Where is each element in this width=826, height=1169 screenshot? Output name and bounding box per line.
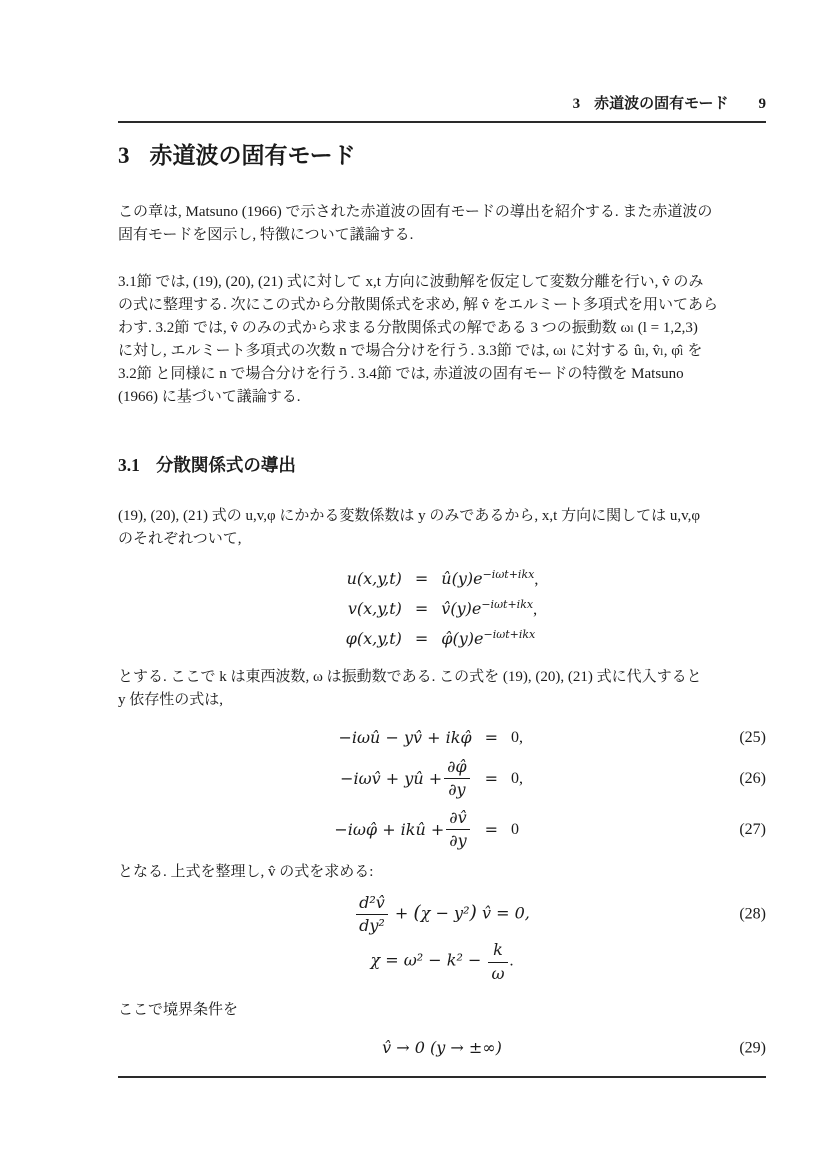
fraction-denominator: ∂y bbox=[448, 780, 466, 800]
equation-25-lhs: −iωû − yv̂ + ikφ̂ bbox=[338, 728, 472, 747]
section-heading bbox=[118, 140, 766, 171]
lhs-terms: −iωφ̂ + ikû + bbox=[334, 820, 445, 840]
running-head-title: 赤道波の固有モード bbox=[594, 95, 729, 112]
fraction-denominator: ω bbox=[491, 963, 505, 983]
period: . bbox=[509, 952, 514, 970]
equals-sign: = bbox=[484, 728, 499, 747]
rhs-base: û(y)e bbox=[441, 569, 483, 588]
text-line: y 依存性の式は, bbox=[118, 692, 224, 708]
text-line: 3.2節 と同様に n で場合分けを行う. 3.4節 では, 赤道波の固有モードの特徴を Matsuno bbox=[118, 366, 684, 382]
text-line: (1966) に基づいて議論する. bbox=[118, 389, 301, 405]
equation-number-28: (28) bbox=[739, 905, 766, 923]
boundary-paragraph bbox=[118, 999, 766, 1022]
lhs-terms: −iωv̂ + yû + bbox=[340, 769, 443, 789]
equation-28-body bbox=[354, 894, 530, 936]
text-line: 固有モードを図示し, 特徴について議論する. bbox=[118, 227, 414, 243]
equation-27-lhs bbox=[334, 809, 471, 851]
rhs-exponent: −iωt+ikx bbox=[481, 597, 534, 611]
fraction bbox=[446, 809, 469, 851]
fraction-numerator: d²v̂ bbox=[356, 894, 388, 915]
paren-close: ) bbox=[469, 901, 477, 924]
equation-lhs: φ(x,y,t) bbox=[345, 629, 402, 648]
equation-number-27: (27) bbox=[739, 821, 766, 839]
equation-number-29: (29) bbox=[739, 1039, 766, 1057]
fraction-denominator: dy² bbox=[359, 915, 385, 935]
rhs-base: φ̂(y)e bbox=[441, 629, 484, 648]
running-head bbox=[118, 94, 766, 114]
equation-system-25-27 bbox=[118, 726, 766, 851]
equals-sign: = bbox=[484, 820, 499, 840]
equals-sign: = bbox=[414, 569, 429, 588]
fraction-numerator: ∂φ̂ bbox=[444, 758, 469, 779]
subsection-number: 3.1 bbox=[118, 455, 140, 475]
equation-28 bbox=[118, 894, 766, 936]
setup-paragraph bbox=[118, 505, 766, 551]
equals-sign: = bbox=[484, 769, 499, 789]
text-line: 3.1節 では, (19), (20), (21) 式に対して x,t 方向に波動解を仮定して変数分離を行い, v̂ のみ bbox=[118, 274, 704, 290]
fraction bbox=[488, 941, 507, 983]
section-number: 3 bbox=[118, 143, 130, 168]
rhs-tail: , bbox=[533, 601, 538, 618]
text-line: のそれぞれついて, bbox=[118, 531, 242, 547]
equation-rhs bbox=[441, 627, 538, 652]
text-line: の式に整理する. 次にこの式から分散関係式を求め, 解 v̂ をエルミート多項式を用いてあら bbox=[118, 297, 719, 313]
text-line: に対し, エルミート多項式の次数 n で場合分けを行う. 3.3節 では, ωₗ に対する ûₗ, v̂ₗ, φ̂ₗ を bbox=[118, 343, 703, 359]
footer-rule bbox=[118, 1076, 766, 1078]
running-head-section-number: 3 bbox=[572, 96, 581, 112]
substitution-paragraph bbox=[118, 666, 766, 712]
equation-wave-solutions bbox=[118, 567, 766, 652]
text-line: となる. 上式を整理し, v̂ の式を求める: bbox=[118, 863, 374, 880]
text-line: とする. ここで k は東西波数, ω は振動数である. この式を (19), (20), (21) 式に代入すると bbox=[118, 669, 702, 685]
fraction-numerator: ∂v̂ bbox=[446, 809, 469, 830]
chi-definition-body bbox=[370, 941, 513, 983]
page-number: 9 bbox=[758, 96, 766, 112]
equation-26-rhs: 0, bbox=[511, 770, 524, 788]
equation-26-lhs bbox=[334, 758, 471, 800]
equation-29-body: v̂ → 0 (y → ±∞) bbox=[382, 1038, 502, 1058]
rhs-base: v̂(y)e bbox=[441, 599, 482, 618]
fraction-numerator: k bbox=[488, 941, 507, 962]
equation-rhs bbox=[441, 597, 538, 622]
chi-definition bbox=[118, 941, 766, 983]
rhs-exponent: −iωt+ikx bbox=[483, 627, 536, 641]
section-title-text: 赤道波の固有モード bbox=[149, 142, 356, 168]
equation-tail: v̂ = 0, bbox=[476, 903, 530, 923]
text-line: (19), (20), (21) 式の u,v,φ にかかる変数係数は y のみであるから, x,t 方向に関しては u,v,φ bbox=[118, 508, 701, 524]
equation-grid bbox=[346, 567, 539, 652]
equals-sign: = bbox=[414, 629, 429, 648]
text-line: この章は, Matsuno (1966) で示された赤道波の固有モードの導出を紹介する. また赤道波の bbox=[118, 204, 713, 220]
plus-sign: + bbox=[389, 903, 414, 923]
equation-number-26: (26) bbox=[739, 770, 766, 788]
subsection-heading bbox=[118, 453, 766, 477]
equals-sign: = bbox=[414, 599, 429, 618]
text-line: ここで境界条件を bbox=[118, 1002, 239, 1019]
fraction bbox=[444, 758, 469, 800]
equation-29 bbox=[118, 1036, 766, 1059]
rhs-tail: , bbox=[534, 571, 539, 588]
rhs-exponent: −iωt+ikx bbox=[482, 567, 535, 581]
header-rule bbox=[118, 121, 766, 123]
equation-27-rhs: 0 bbox=[511, 821, 520, 839]
paren-body: χ − y² bbox=[420, 903, 470, 923]
paren-open: ( bbox=[413, 901, 421, 924]
fraction-denominator: ∂y bbox=[449, 831, 467, 851]
text-line: わす. 3.2節 では, v̂ のみの式から求まる分散関係式の解である 3 つの振動数 ωₗ (l = 1,2,3) bbox=[118, 320, 698, 336]
overview-paragraph bbox=[118, 271, 766, 409]
chi-terms: χ = ω² − k² − bbox=[370, 950, 487, 970]
vequation-paragraph bbox=[118, 861, 766, 884]
equation-lhs: v(x,y,t) bbox=[347, 599, 402, 618]
subsection-title-text: 分散関係式の導出 bbox=[155, 455, 296, 475]
equation-rhs bbox=[441, 567, 538, 592]
fraction bbox=[356, 894, 388, 936]
equation-number-25: (25) bbox=[739, 729, 766, 746]
equation-lhs: u(x,y,t) bbox=[346, 569, 402, 588]
equation-25-rhs: 0, bbox=[511, 729, 524, 746]
intro-paragraph bbox=[118, 201, 766, 247]
